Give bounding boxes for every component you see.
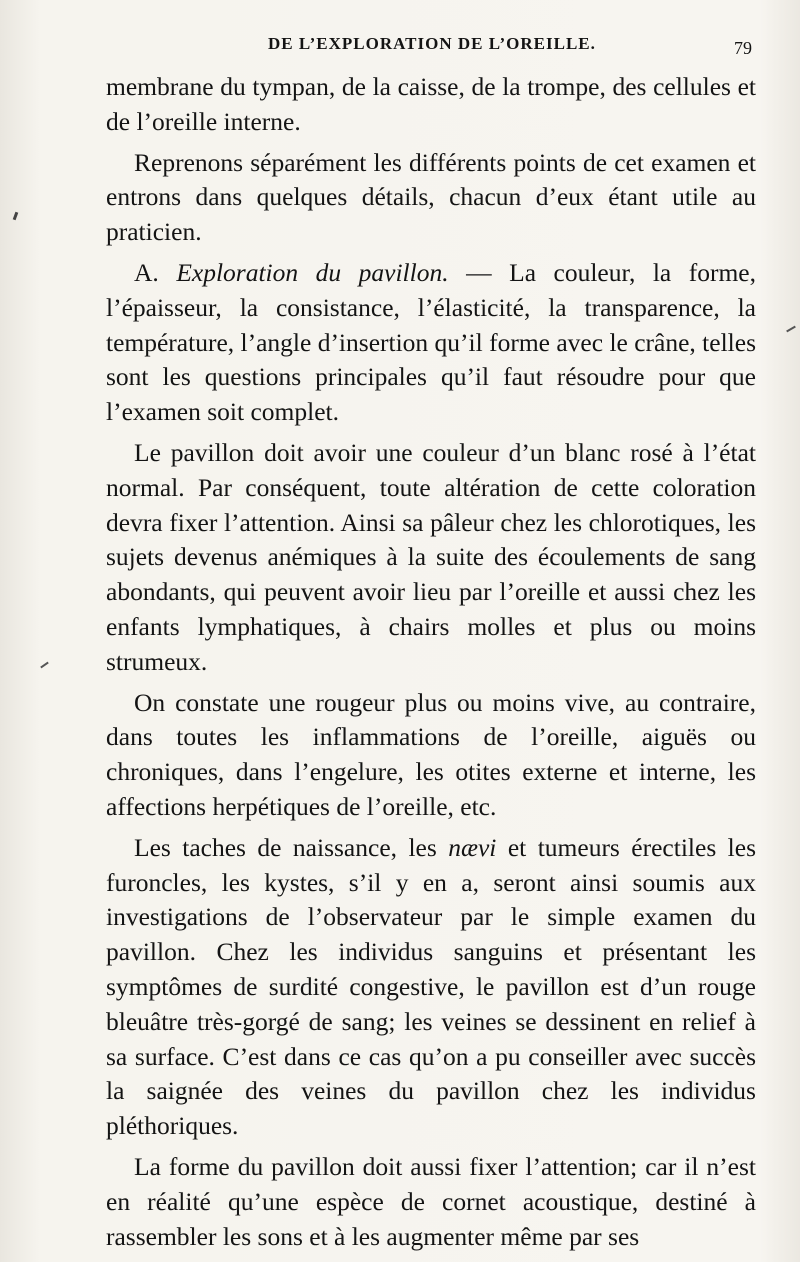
- paragraph-6-start: Les taches de naissance, les: [134, 832, 437, 862]
- paragraph-6-rest: et tumeurs érectiles les furoncles, les kystes, s’il y en a, seront ainsi soumis aux investigations de l’observateur par le simple examen du pavillon. Chez les individus sanguins et présentant les symptômes de surdité congestive, le pavillon est d’un rouge bleuâtre très-gorgé de sang; les veines se dessinent en relief à sa surface. C’est dans ce cas qu’on a pu conseiller avec succès la saignée des veines du pavillon chez les individus pléthoriques.: [106, 832, 757, 1141]
- margin-mark: [786, 326, 796, 333]
- paragraph-5: On constate une rougeur plus ou moins vive, au contraire, dans toutes les inflammations de l’oreille, aiguës ou chroniques, dans l’engelure, les otites externe et interne, les affections herpétiques de l’oreille, etc.: [106, 687, 756, 821]
- paragraph-3-text: — La couleur, la forme, l’épaisseur, la consistance, l’élasticité, la transparence, la température, l’angle d’insertion qu’il forme avec le crâne, telles sont les questions principales qu’il faut résoudre pour que l’examen soit complet.: [106, 257, 757, 427]
- paragraph-3: [106, 256, 756, 430]
- margin-mark: [40, 662, 49, 669]
- paragraph-6: [106, 831, 756, 1144]
- section-heading: Exploration du pavillon.: [176, 257, 449, 287]
- page-header: [0, 30, 800, 60]
- paragraph-2: Reprenons séparément les différents points de cet examen et entrons dans quelques détails, chacun d’eux étant utile au praticien.: [106, 147, 756, 247]
- page-number: 79: [734, 38, 752, 58]
- margin-mark: [13, 212, 19, 221]
- body-text: [106, 70, 756, 1260]
- paragraph-7: La forme du pavillon doit aussi fixer l’attention; car il n’est en réalité qu’une espèce de cornet acoustique, destiné à rassembler les sons et à les augmenter même par ses: [106, 1151, 756, 1251]
- paragraph-4: Le pavillon doit avoir une couleur d’un blanc rosé à l’état normal. Par conséquent, toute altération de cette coloration devra fixer l’attention. Ainsi sa pâleur chez les chlorotiques, les sujets devenus anémiques à la suite des écoulements de sang abondants, qui peuvent avoir lieu par l’oreille et aussi chez les enfants lymphatiques, à chairs molles et plus ou moins strumeux.: [106, 437, 756, 676]
- running-title: DE L’EXPLORATION DE L’OREILLE.: [268, 34, 596, 53]
- naevi-term: nævi: [448, 832, 497, 862]
- paragraph-1: membrane du tympan, de la caisse, de la trompe, des cellules et de l’oreille interne.: [106, 72, 756, 136]
- section-label: A.: [134, 257, 159, 287]
